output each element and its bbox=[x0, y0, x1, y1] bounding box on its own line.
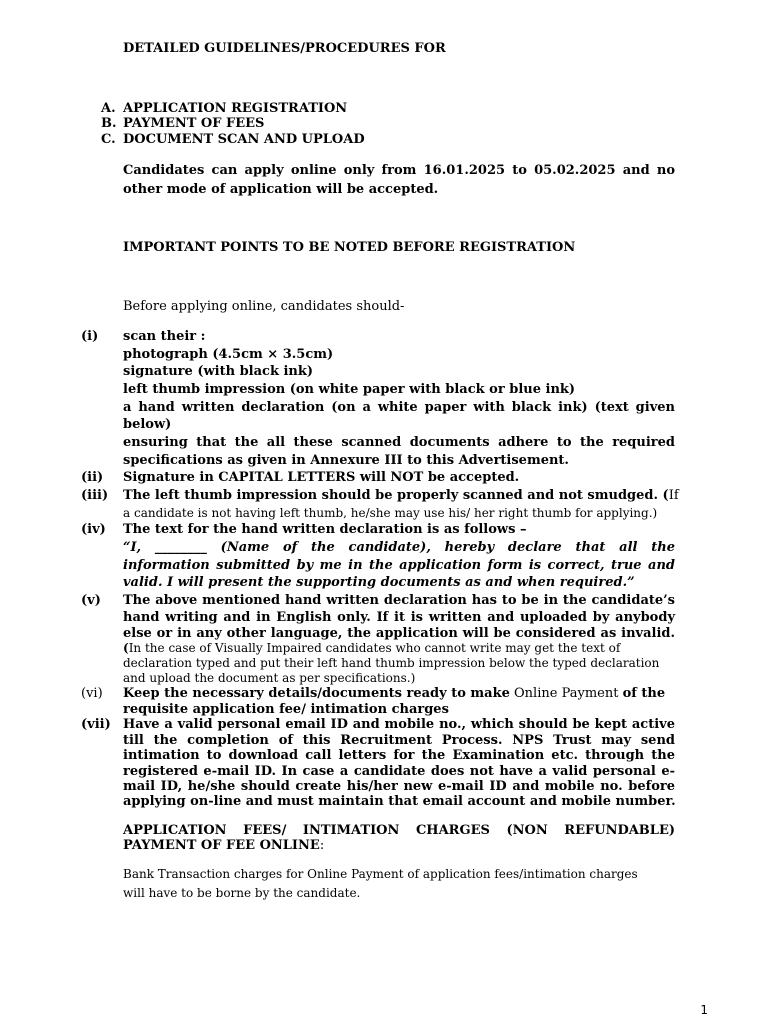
item-number: (v) bbox=[81, 593, 101, 608]
item-text-bold: The left thumb impression should be properly scanned and not smudged. ( bbox=[123, 488, 669, 503]
item-text: scan their : bbox=[123, 329, 206, 344]
item-text: else or in any other language, the application will be considered as invalid. bbox=[123, 626, 675, 641]
item-text-regular: If bbox=[668, 488, 679, 503]
fees-subheading-text: PAYMENT OF FEE ONLINE bbox=[123, 838, 320, 853]
item-text: Signature in CAPITAL LETTERS will NOT be accepted. bbox=[123, 470, 520, 485]
item-text: mail ID, he/she should create his/her new e-mail ID and mobile no. before bbox=[123, 779, 675, 794]
item-text: intimation to download call letters for the Examination etc. through the bbox=[123, 748, 675, 763]
fees-heading: APPLICATION FEES/ INTIMATION CHARGES (NON REFUNDABLE) bbox=[123, 823, 675, 838]
item-text: Have a valid personal email ID and mobile no., which should be kept active bbox=[123, 717, 675, 732]
item-text: signature (with black ink) bbox=[123, 364, 314, 379]
item-text: a hand written declaration (on a white paper with black ink) (text given bbox=[123, 400, 675, 415]
section-item: DOCUMENT SCAN AND UPLOAD bbox=[123, 132, 365, 147]
item-note-text: In the case of Visually Impaired candidates who cannot write may get the text of bbox=[128, 641, 621, 655]
item-text: hand writing and in English only. If it is written and uploaded by anybody bbox=[123, 610, 675, 625]
item-text: requisite application fee/ intimation charges bbox=[123, 702, 449, 717]
item-number: (i) bbox=[81, 329, 99, 344]
section-letter: C. bbox=[101, 132, 116, 147]
fees-subheading-colon: : bbox=[319, 838, 325, 853]
section-item: PAYMENT OF FEES bbox=[123, 116, 265, 131]
item-note: a candidate is not having left thumb, he/she may use his/ her right thumb for applying.) bbox=[123, 506, 658, 520]
item-note: declaration typed and put their left hand thumb impression below the typed declaration bbox=[123, 656, 660, 670]
item-text: specifications as given in Annexure III to this Advertisement. bbox=[123, 453, 569, 468]
item-text: The above mentioned hand written declaration has to be in the candidate’s bbox=[123, 593, 675, 608]
item-number: (iv) bbox=[81, 522, 106, 537]
item-text-bold: of the bbox=[622, 686, 666, 701]
item-text: registered e-mail ID. In case a candidate does not have a valid personal e- bbox=[123, 764, 675, 779]
document-title: DETAILED GUIDELINES/PROCEDURES FOR bbox=[123, 41, 446, 56]
apply-dates-line: Candidates can apply online only from 16.01.2025 to 05.02.2025 and no bbox=[123, 163, 675, 178]
bank-charges-text: Bank Transaction charges for Online Payment of application fees/intimation charges bbox=[123, 867, 638, 881]
item-text: left thumb impression (on white paper with black or blue ink) bbox=[123, 382, 576, 397]
item-number: (vii) bbox=[81, 717, 111, 732]
declaration-quote: information submitted by me in the application form is correct, true and bbox=[123, 558, 675, 573]
item-note: and upload the document as per specifications.) bbox=[123, 671, 416, 685]
item-number: (ii) bbox=[81, 470, 104, 485]
important-points-heading: IMPORTANT POINTS TO BE NOTED BEFORE REGISTRATION bbox=[123, 240, 576, 255]
declaration-quote: “I, ________ (Name of the candidate), hereby declare that all the bbox=[123, 540, 675, 555]
item-text: applying on-line and must maintain that email account and mobile number. bbox=[123, 794, 676, 809]
apply-dates-line: other mode of application will be accepted. bbox=[123, 182, 439, 197]
item-number: (iii) bbox=[81, 488, 109, 503]
declaration-quote: valid. I will present the supporting documents as and when required.” bbox=[123, 575, 635, 590]
item-note bbox=[123, 641, 620, 655]
item-note-bracket: ( bbox=[123, 641, 129, 655]
bank-charges-text: will have to be borne by the candidate. bbox=[123, 886, 361, 900]
item-text: below) bbox=[123, 417, 172, 432]
section-letter: B. bbox=[101, 116, 117, 131]
page-number: 1 bbox=[700, 1003, 708, 1017]
item-number: (vi) bbox=[81, 686, 103, 701]
item-text: till the completion of this Recruitment Process. NPS Trust may send bbox=[123, 733, 675, 748]
item-text: photograph (4.5cm × 3.5cm) bbox=[123, 347, 334, 362]
item-text-regular: Online Payment bbox=[509, 686, 623, 701]
item-text: The text for the hand written declaration is as follows – bbox=[123, 522, 527, 537]
item-text bbox=[123, 686, 665, 701]
section-item: APPLICATION REGISTRATION bbox=[123, 101, 348, 116]
item-text-bold: Keep the necessary details/documents ready to make bbox=[123, 686, 510, 701]
fees-subheading bbox=[123, 838, 324, 853]
before-applying-text: Before applying online, candidates should- bbox=[123, 299, 405, 314]
section-letter: A. bbox=[101, 101, 116, 116]
item-text bbox=[123, 488, 679, 503]
item-text: ensuring that the all these scanned documents adhere to the required bbox=[123, 435, 675, 450]
